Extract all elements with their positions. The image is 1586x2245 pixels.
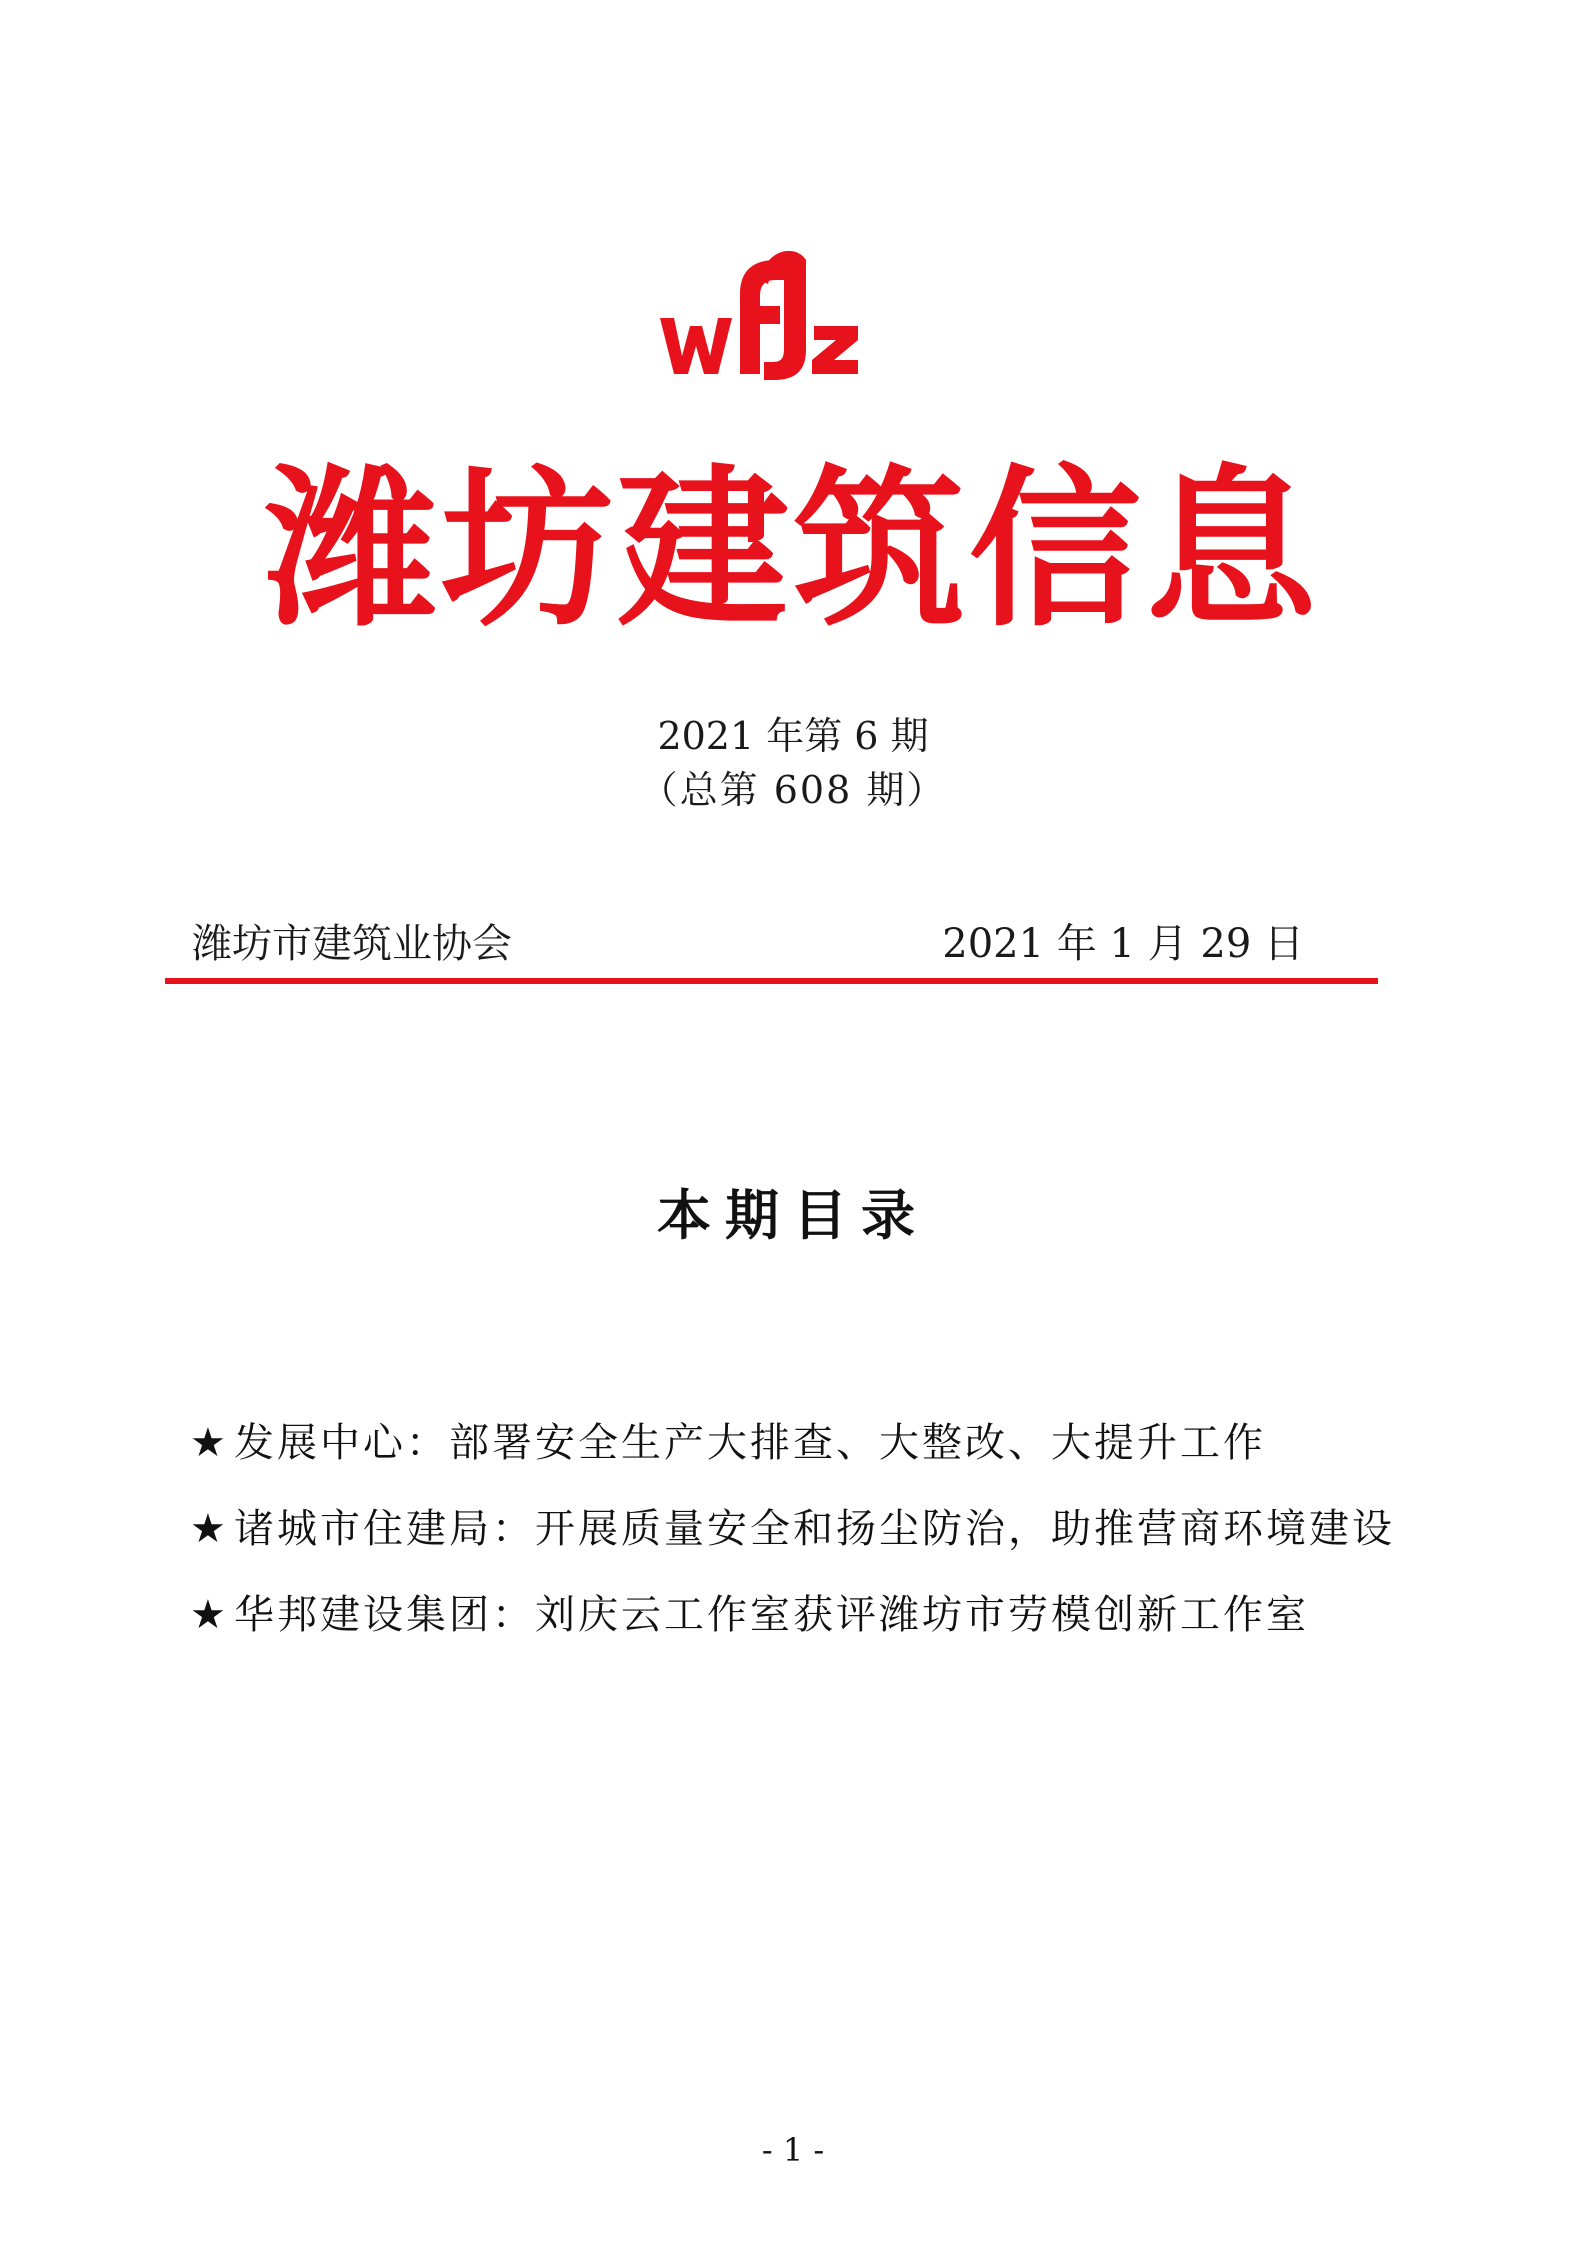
masthead-title: 潍坊建筑信息 [265, 449, 1321, 650]
publisher-name: 潍坊市建筑业协会 [192, 921, 512, 967]
publication-date: 2021 年 1 月 29 日 [942, 921, 1304, 967]
toc-list [190, 1400, 1395, 1658]
toc-item-text: 诸城市住建局：开展质量安全和扬尘防治，助推营商环境建设 [234, 1506, 1395, 1552]
toc-item[interactable] [190, 1486, 1395, 1572]
toc-item-text: 发展中心：部署安全生产大排查、大整改、大提升工作 [234, 1420, 1266, 1466]
toc-item[interactable] [190, 1572, 1395, 1658]
star-icon: ★ [190, 1506, 229, 1552]
total-issue-number: （总第 608 期） [639, 768, 947, 812]
red-divider [165, 978, 1378, 984]
issue-number: 2021 年第 6 期 [657, 714, 929, 758]
star-icon: ★ [190, 1592, 229, 1638]
toc-heading: 本期目录 [657, 1183, 929, 1247]
wfjz-logo [656, 240, 862, 386]
page-number: - 1 - [761, 2131, 825, 2169]
toc-item[interactable] [190, 1400, 1395, 1486]
star-icon: ★ [190, 1420, 229, 1466]
toc-item-text: 华邦建设集团：刘庆云工作室获评潍坊市劳模创新工作室 [234, 1592, 1309, 1638]
